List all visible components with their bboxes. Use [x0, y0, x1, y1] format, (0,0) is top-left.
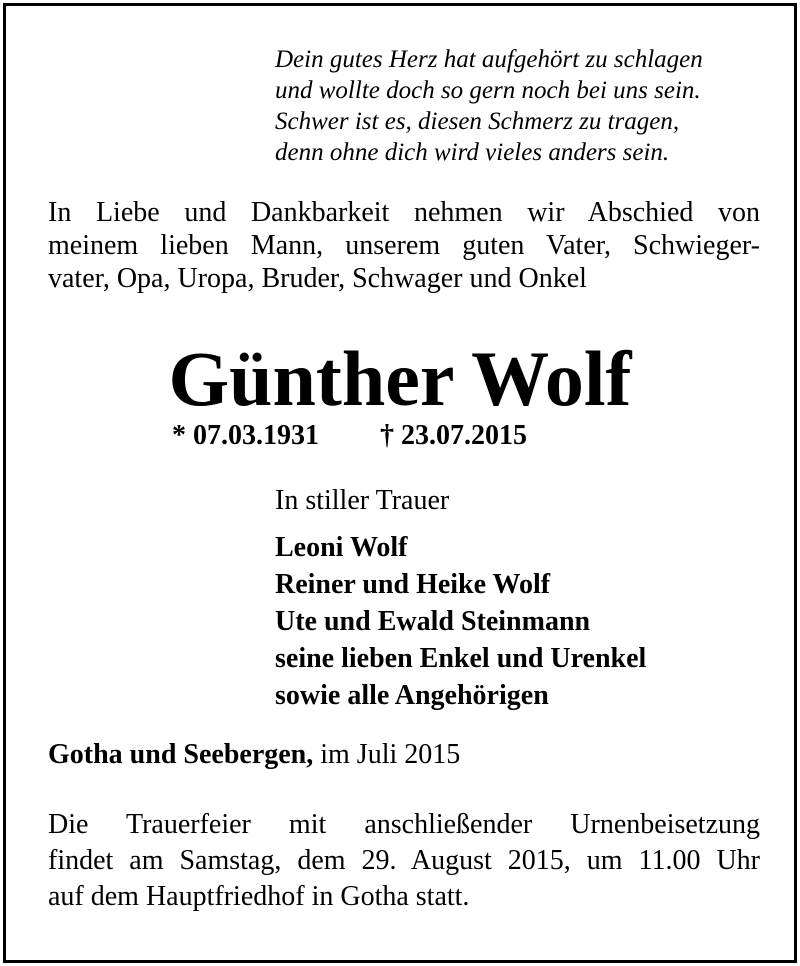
deceased-name: Günther Wolf: [168, 335, 632, 422]
mourner-name: seine lieben Enkel und Urenkel: [275, 643, 647, 674]
mourner-name: Reiner und Heike Wolf: [275, 569, 551, 600]
birth-date: * 07.03.1931: [172, 420, 319, 451]
death-date: † 23.07.2015: [380, 420, 527, 451]
poem-line: Schwer ist es, diesen Schmerz zu tragen,: [275, 108, 680, 135]
intro-text: [48, 196, 760, 295]
intro-line: In Liebe und Dankbarkeit nehmen wir Abschied von: [48, 197, 760, 228]
intro-line: vater, Opa, Uropa, Bruder, Schwager und Onkel: [48, 263, 587, 294]
place-date-line: [48, 738, 460, 772]
place-location: Gotha und Seebergen,: [48, 739, 314, 770]
ceremony-line: Die Trauerfeier mit anschließender Urnenbeisetzung: [48, 809, 760, 840]
poem-line: und wollte doch so gern noch bei uns sein.: [275, 77, 701, 104]
ceremony-line: auf dem Hauptfriedhof in Gotha statt.: [48, 881, 470, 912]
poem: [275, 44, 703, 168]
poem-line: denn ohne dich wird vieles anders sein.: [275, 139, 670, 166]
place-date: im Juli 2015: [313, 739, 461, 770]
ceremony-line: findet am Samstag, dem 29. August 2015, um 11.00 Uhr: [48, 845, 760, 876]
mourning-intro: In stiller Trauer: [275, 485, 450, 516]
mourner-name: sowie alle Angehörigen: [275, 680, 549, 711]
intro-line: meinem lieben Mann, unserem guten Vater, Schwieger-: [48, 230, 760, 261]
ceremony-text: [48, 807, 760, 915]
mourner-name: Ute und Ewald Steinmann: [275, 606, 591, 637]
mourner-name: Leoni Wolf: [275, 532, 408, 563]
mourners-list: [275, 529, 646, 714]
poem-line: Dein gutes Herz hat aufgehört zu schlagen: [275, 46, 703, 73]
obituary-frame: [3, 3, 797, 963]
